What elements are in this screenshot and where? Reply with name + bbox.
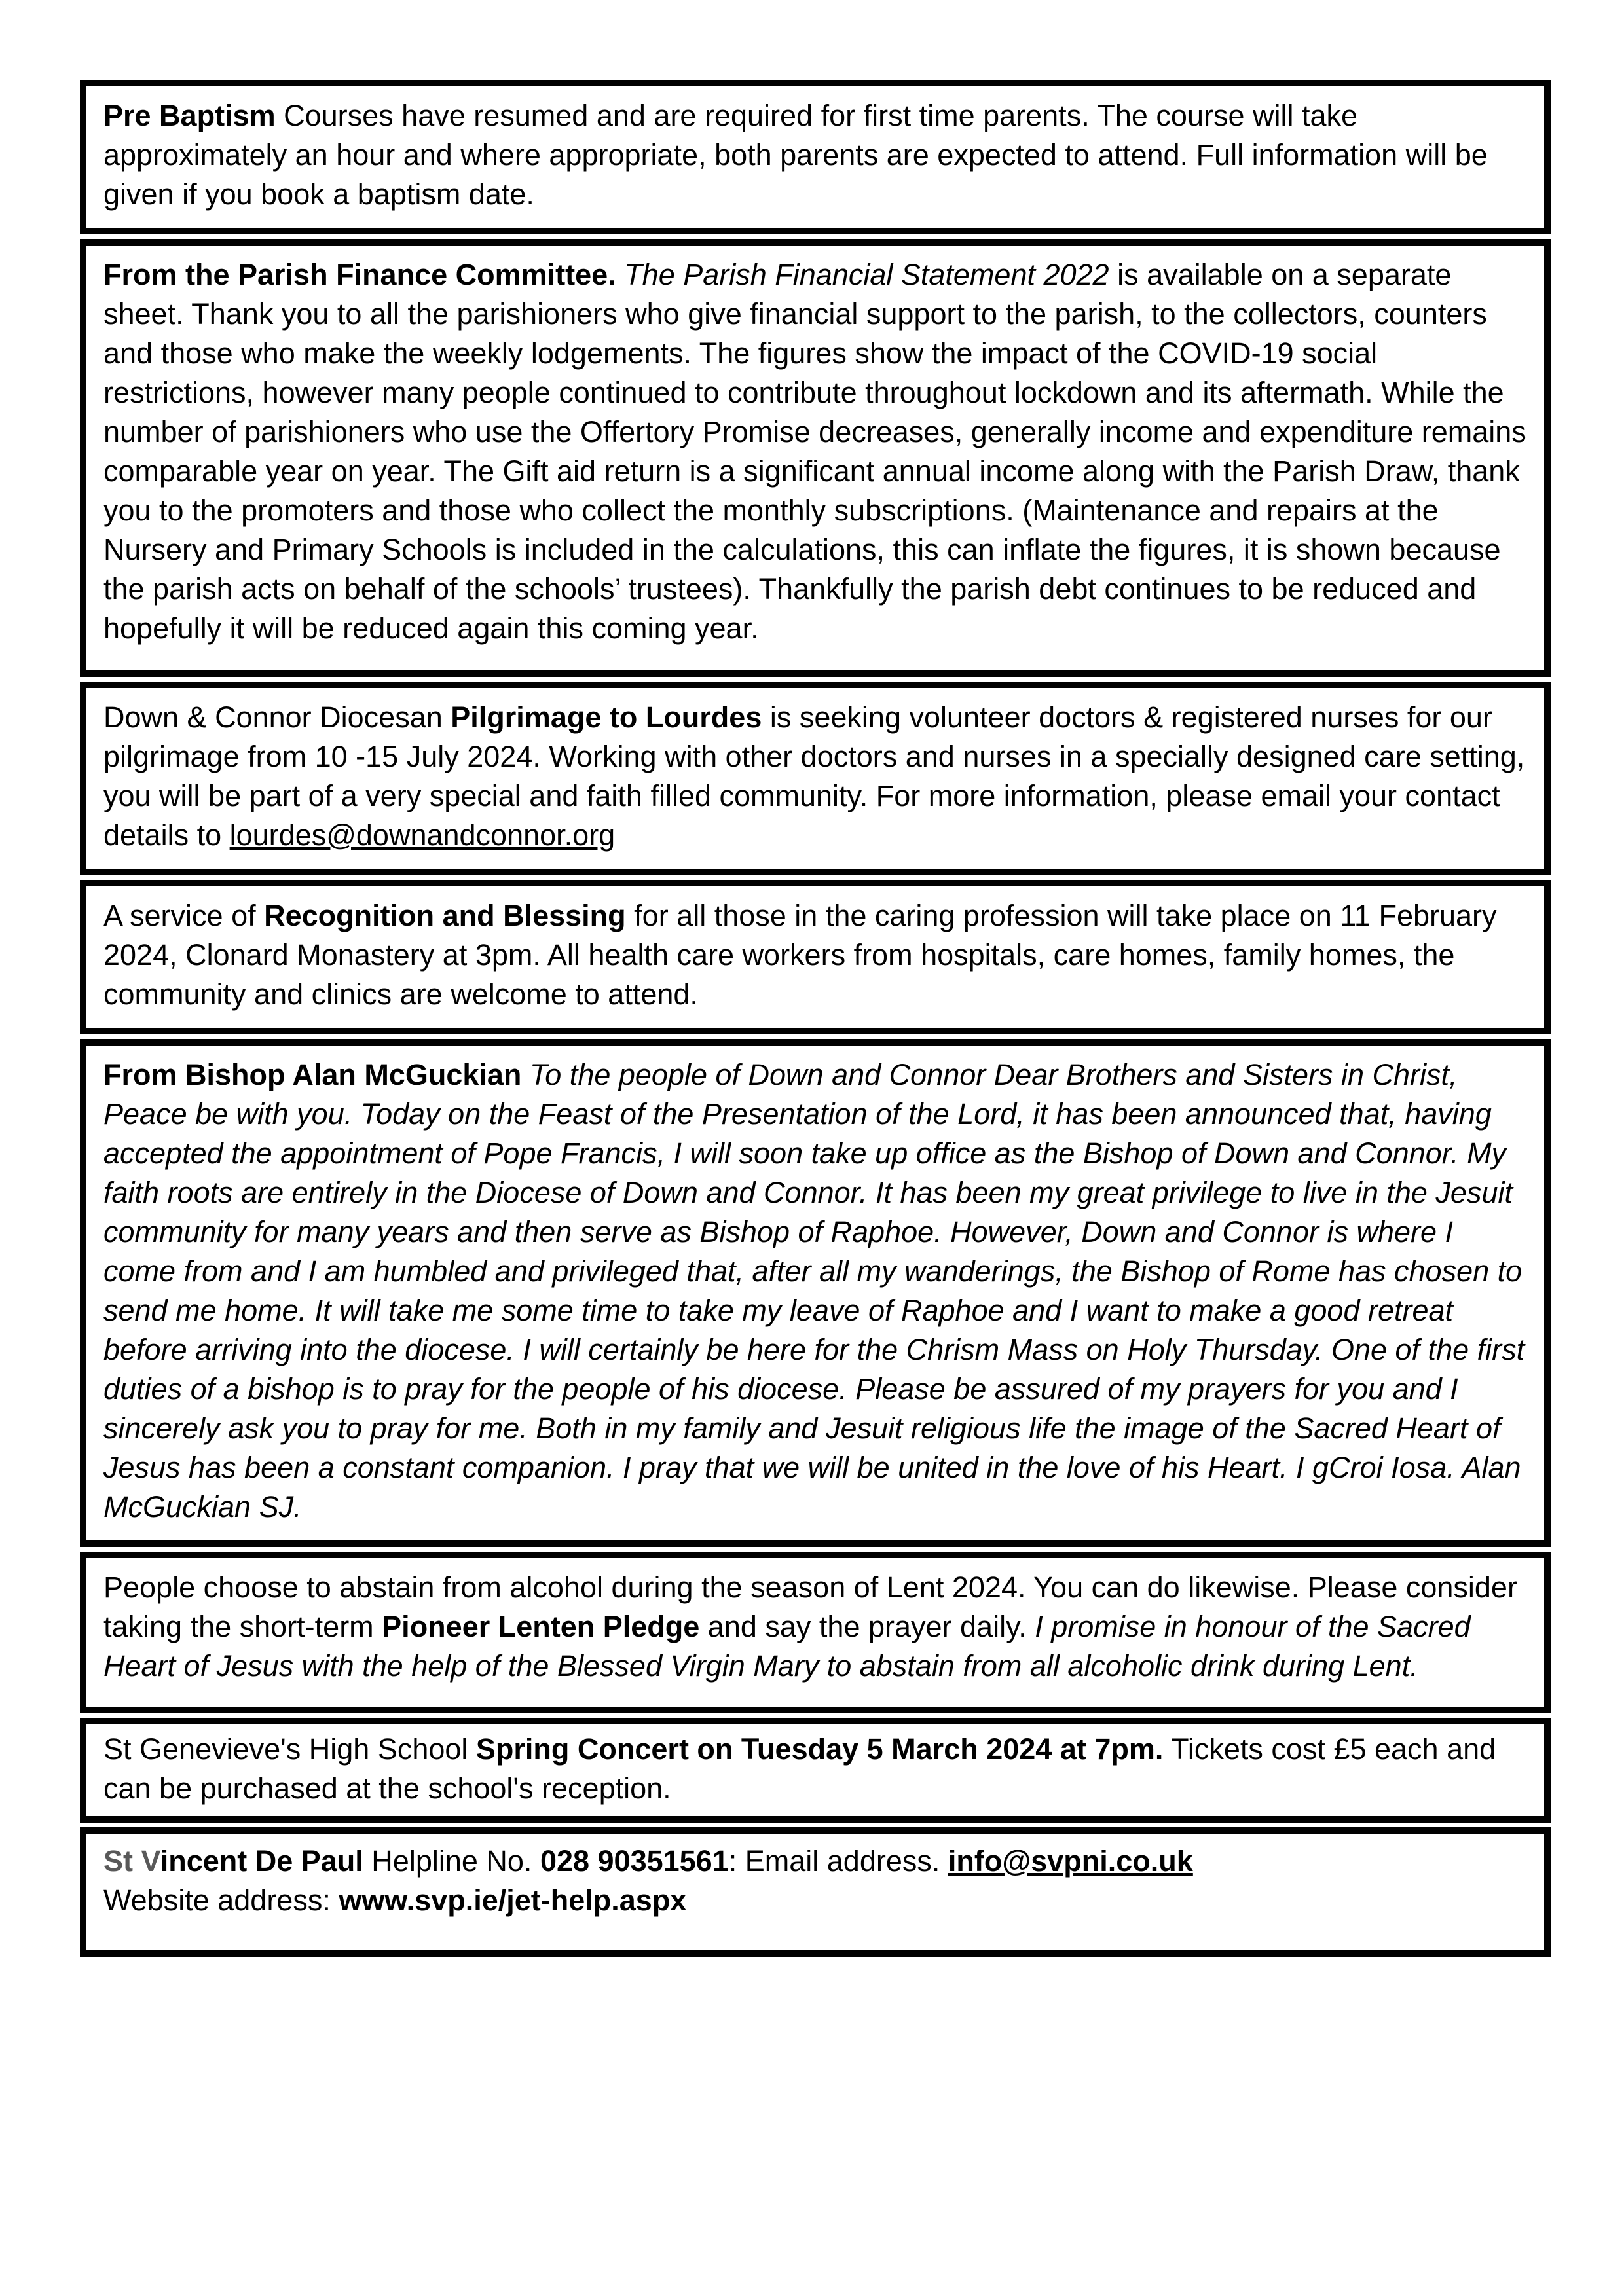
pioneer-heading: Pioneer Lenten Pledge: [382, 1610, 700, 1643]
lourdes-email-link[interactable]: lourdes@downandconnor.org: [229, 818, 616, 852]
svp-helpline-label: Helpline No.: [363, 1844, 540, 1878]
bishop-letter-body: To the people of Down and Connor Dear Brothers and Sisters in Christ, Peace be with you. Today on the Feast of the Presentation of the Lord, it has been announced that, having accepted the appointment of Pope Francis, I will soon take up office as the Bishop of Down and Connor. My faith roots are entirely in the Diocese of Down and Connor. It has been my great privilege to live in the Jesuit community for many years and then serve as Bishop of Raphoe. However, Down and Connor is where I come from and I am humbled and privileged that, after all my wanderings, the Bishop of Rome has chosen to send me home. It will take me some time to take my leave of Raphoe and I want to make a good retreat before arriving into the diocese. I will certainly be here for the Chrism Mass on Holy Thursday. One of the first duties of a bishop is to pray for the people of his diocese. Please be assured of my prayers for you and I sincerely ask you to pray for me. Both in my family and Jesuit religious life the image of the Sacred Heart of Jesus has been a constant companion. I pray that we will be united in the love of his Heart. I gCroi Iosa. Alan McGuckian SJ.: [103, 1058, 1525, 1523]
svp-initials: St V: [103, 1844, 160, 1878]
notice-pre-baptism: [80, 80, 1551, 234]
notice-svp: [80, 1827, 1551, 1957]
svp-heading: incent De Paul: [160, 1844, 363, 1878]
notice-svp-text: [103, 1842, 1527, 1920]
svp-helpline-number: 028 90351561: [540, 1844, 729, 1878]
pioneer-intro: People choose to abstain from alcohol during the season of Lent 2024. You can do likewise. Please consider taking the short-term: [103, 1571, 1517, 1643]
svp-website-label: Website address:: [103, 1884, 339, 1917]
finance-heading: From the Parish Finance Committee.: [103, 258, 616, 291]
lourdes-body: is seeking volunteer doctors & registered nurses for our pilgrimage from 10 -15 July 2024. Working with other doctors and nurses in a specially designed care setting, you will be part of a very special and faith filled community. For more information, please email your contact details to: [103, 701, 1525, 852]
notice-spring-concert: [80, 1718, 1551, 1823]
lourdes-heading: Pilgrimage to Lourdes: [451, 701, 762, 734]
svp-email-link[interactable]: info@svpni.co.uk: [948, 1844, 1193, 1878]
notice-bishop-text: [103, 1055, 1527, 1527]
concert-body: Tickets cost £5 each and can be purchased at the school's reception.: [103, 1732, 1496, 1805]
blessing-heading: Recognition and Blessing: [264, 899, 626, 932]
notice-recognition-blessing: [80, 880, 1551, 1034]
bishop-heading: From Bishop Alan McGuckian: [103, 1058, 522, 1091]
notice-lourdes-pilgrimage: [80, 682, 1551, 875]
notice-parish-finance-text: [103, 255, 1527, 648]
svp-website-url: www.svp.ie/jet-help.aspx: [339, 1884, 687, 1917]
notice-parish-finance: [80, 239, 1551, 677]
pre-baptism-body: Courses have resumed and are required for first time parents. The course will take approximately an hour and where appropriate, both parents are expected to attend. Full information will be given if you book a baptism date.: [103, 99, 1488, 211]
notice-pre-baptism-text: [103, 96, 1527, 214]
blessing-intro: A service of: [103, 899, 265, 932]
notice-concert-text: [103, 1730, 1527, 1808]
notice-blessing-text: [103, 896, 1527, 1014]
finance-statement-title: The Parish Financial Statement 2022: [616, 258, 1109, 291]
finance-body: is available on a separate sheet. Thank you to all the parishioners who give financial support to the parish, to the collectors, counters and those who make the weekly lodgements. The figures show the impact of the COVID-19 social restrictions, however many people continued to contribute throughout lockdown and its aftermath. While the number of parishioners who use the Offertory Promise decreases, generally income and expenditure remains comparable year on year. The Gift aid return is a significant annual income along with the Parish Draw, thank you to the promoters and those who collect the monthly subscriptions. (Maintenance and repairs at the Nursery and Primary Schools is included in the calculations, this can inflate the figures, it is shown because the parish acts on behalf of the schools’ trustees). Thankfully the parish debt continues to be reduced and hopefully it will be reduced again this coming year.: [103, 258, 1526, 645]
notice-lourdes-text: [103, 698, 1527, 855]
concert-intro: St Genevieve's High School: [103, 1732, 476, 1766]
svp-email-label: : Email address.: [728, 1844, 948, 1878]
concert-heading: Spring Concert on Tuesday 5 March 2024 at 7pm.: [475, 1732, 1164, 1766]
notice-pioneer-text: [103, 1568, 1527, 1686]
pioneer-prayer: I promise in honour of the Sacred Heart of Jesus with the help of the Blessed Virgin Mary to abstain from all alcoholic drink during Lent.: [103, 1610, 1471, 1683]
notice-bishop-mcguckian: [80, 1039, 1551, 1547]
pioneer-body: and say the prayer daily.: [699, 1610, 1035, 1643]
lourdes-intro: Down & Connor Diocesan: [103, 701, 451, 734]
blessing-body: for all those in the caring profession will take place on 11 February 2024, Clonard Monastery at 3pm. All health care workers from hospitals, care homes, family homes, the community and clinics are welcome to attend.: [103, 899, 1497, 1011]
notice-pioneer-pledge: [80, 1552, 1551, 1713]
pre-baptism-heading: Pre Baptism: [103, 99, 276, 132]
